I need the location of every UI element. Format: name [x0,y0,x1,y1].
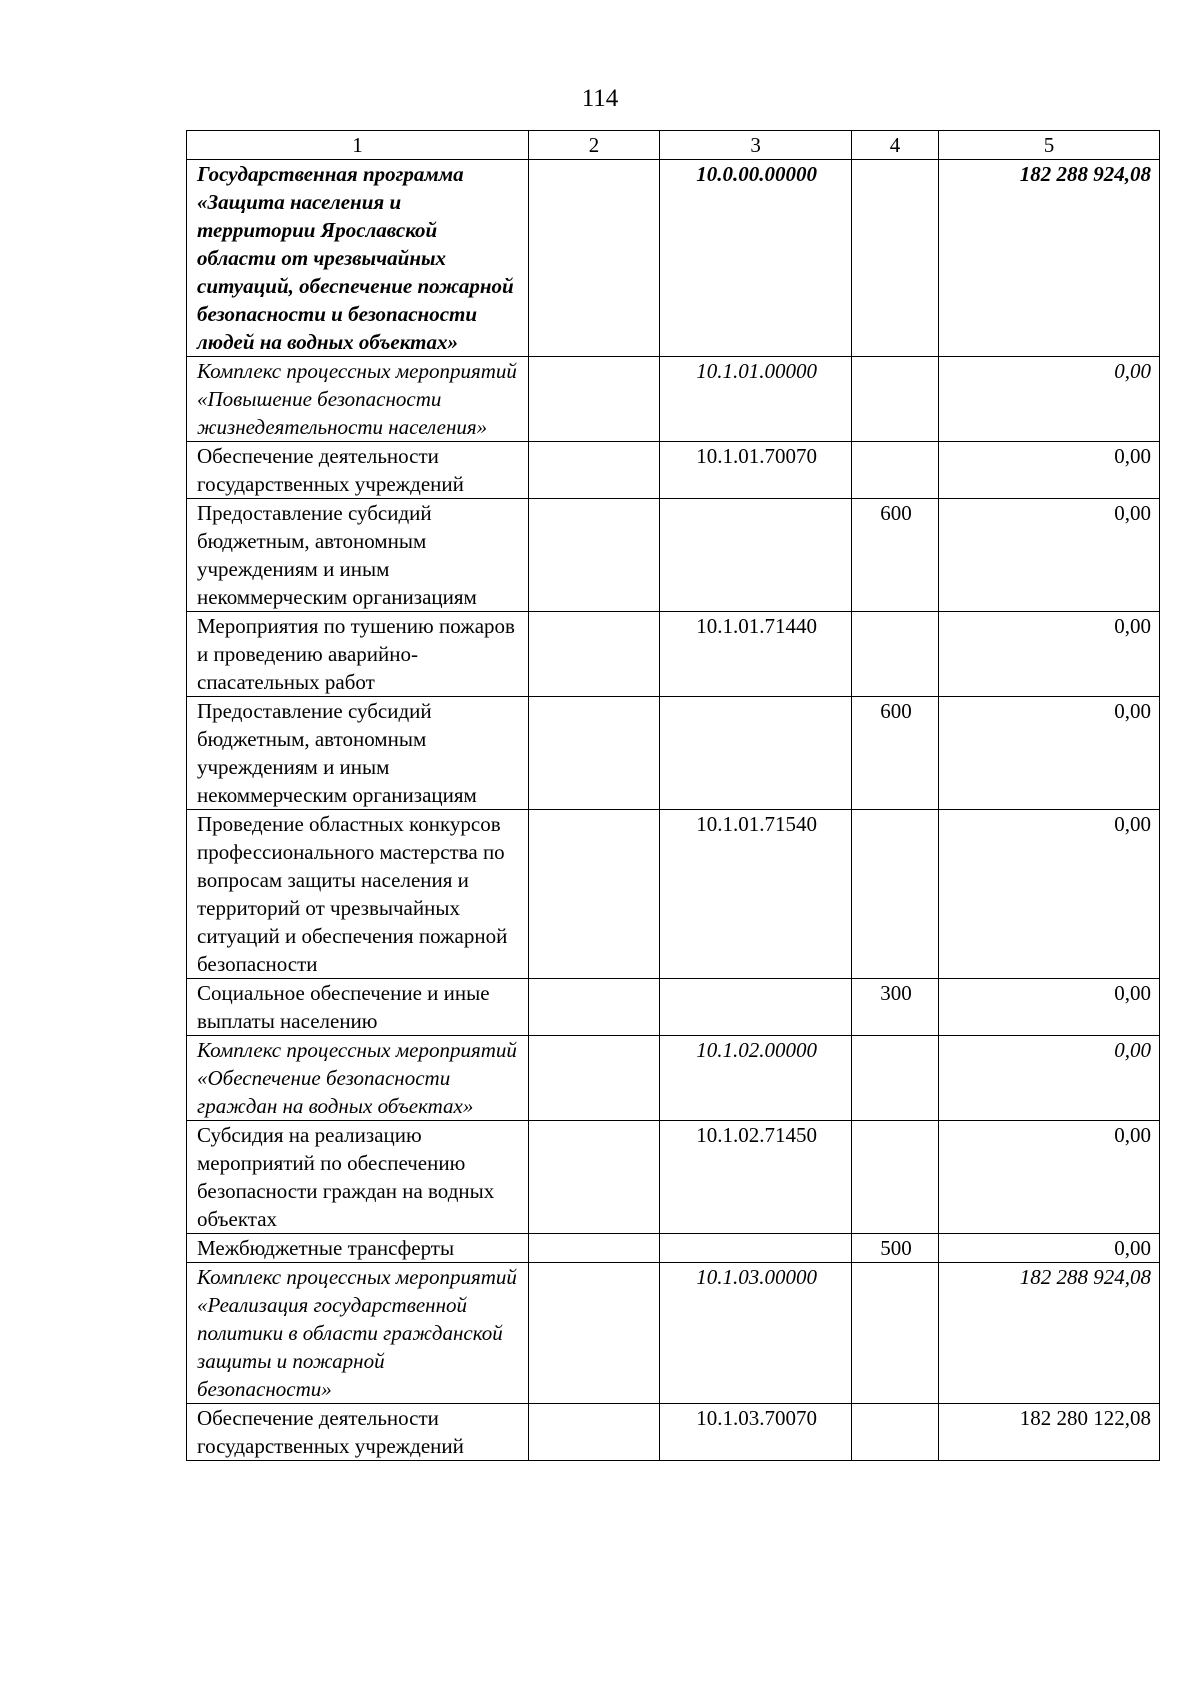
row-name: Обеспечение деятельности государственных учреждений [187,442,529,499]
row-type [852,1404,939,1461]
row-type: 300 [852,979,939,1036]
row-sum: 0,00 [938,1036,1159,1121]
row-name: Комплекс процессных мероприятий «Реализация государственной политики в области гражданской защиты и пожарной безопасности» [187,1263,529,1404]
row-sum: 0,00 [938,1234,1159,1263]
row-type [852,442,939,499]
header-cell-3: 3 [660,131,852,160]
table-row [187,612,1160,697]
row-type: 500 [852,1234,939,1263]
row-code: 10.1.01.71440 [660,612,852,697]
table-row [187,1036,1160,1121]
row-sum: 0,00 [938,1121,1159,1234]
row-type [852,810,939,979]
row-sum: 0,00 [938,499,1159,612]
table-row [187,160,1160,357]
row-sum: 182 280 122,08 [938,1404,1159,1461]
row-code: 10.1.01.70070 [660,442,852,499]
row-type [852,160,939,357]
row-code: 10.1.02.00000 [660,1036,852,1121]
page-number: 114 [581,85,619,112]
row-col2 [528,979,659,1036]
row-col2 [528,1121,659,1234]
table-row [187,499,1160,612]
table-row [187,1234,1160,1263]
row-name: Комплекс процессных мероприятий «Повышение безопасности жизнедеятельности населения» [187,357,529,442]
row-col2 [528,1404,659,1461]
row-type: 600 [852,697,939,810]
row-col2 [528,357,659,442]
header-row [187,131,1160,160]
row-code: 10.1.02.71450 [660,1121,852,1234]
row-name: Межбюджетные трансферты [187,1234,529,1263]
table-row [187,357,1160,442]
row-name: Субсидия на реализацию мероприятий по обеспечению безопасности граждан на водных объектах [187,1121,529,1234]
row-name: Обеспечение деятельности государственных учреждений [187,1404,529,1461]
row-sum: 182 288 924,08 [938,160,1159,357]
row-col2 [528,612,659,697]
row-name: Предоставление субсидий бюджетным, автономным учреждениям и иным некоммерческим организациям [187,499,529,612]
row-name: Предоставление субсидий бюджетным, автономным учреждениям и иным некоммерческим организациям [187,697,529,810]
row-col2 [528,810,659,979]
table-row [187,1121,1160,1234]
table-row [187,979,1160,1036]
row-name: Мероприятия по тушению пожаров и проведению аварийно-спасательных работ [187,612,529,697]
row-code [660,499,852,612]
table-row [187,1263,1160,1404]
row-code [660,1234,852,1263]
row-col2 [528,1036,659,1121]
row-type: 600 [852,499,939,612]
row-col2 [528,697,659,810]
row-code: 10.1.01.00000 [660,357,852,442]
row-code: 10.0.00.00000 [660,160,852,357]
row-type [852,1036,939,1121]
row-code [660,979,852,1036]
header-cell-2: 2 [528,131,659,160]
row-name: Государственная программа «Защита населения и территории Ярославской области от чрезвычайных ситуаций, обеспечение пожарной безопасности и безопасности людей на водных объектах» [187,160,529,357]
row-col2 [528,499,659,612]
row-type [852,1121,939,1234]
row-col2 [528,1263,659,1404]
header-cell-1: 1 [187,131,529,160]
row-code: 10.1.03.00000 [660,1263,852,1404]
row-name: Комплекс процессных мероприятий «Обеспечение безопасности граждан на водных объектах» [187,1036,529,1121]
budget-table [186,130,1160,1461]
row-name: Социальное обеспечение и иные выплаты населению [187,979,529,1036]
row-type [852,1263,939,1404]
table-row [187,442,1160,499]
row-code: 10.1.01.71540 [660,810,852,979]
row-code: 10.1.03.70070 [660,1404,852,1461]
row-type [852,612,939,697]
table-row [187,697,1160,810]
table-row [187,1404,1160,1461]
row-sum: 0,00 [938,442,1159,499]
row-sum: 0,00 [938,979,1159,1036]
row-type [852,357,939,442]
row-name: Проведение областных конкурсов профессионального мастерства по вопросам защиты населения и территорий от чрезвычайных ситуаций и обеспечения пожарной безопасности [187,810,529,979]
row-col2 [528,160,659,357]
row-sum: 0,00 [938,697,1159,810]
row-sum: 0,00 [938,612,1159,697]
row-col2 [528,1234,659,1263]
row-sum: 0,00 [938,810,1159,979]
row-sum: 0,00 [938,357,1159,442]
row-sum: 182 288 924,08 [938,1263,1159,1404]
table-row [187,810,1160,979]
row-code [660,697,852,810]
header-cell-5: 5 [938,131,1159,160]
header-cell-4: 4 [852,131,939,160]
row-col2 [528,442,659,499]
